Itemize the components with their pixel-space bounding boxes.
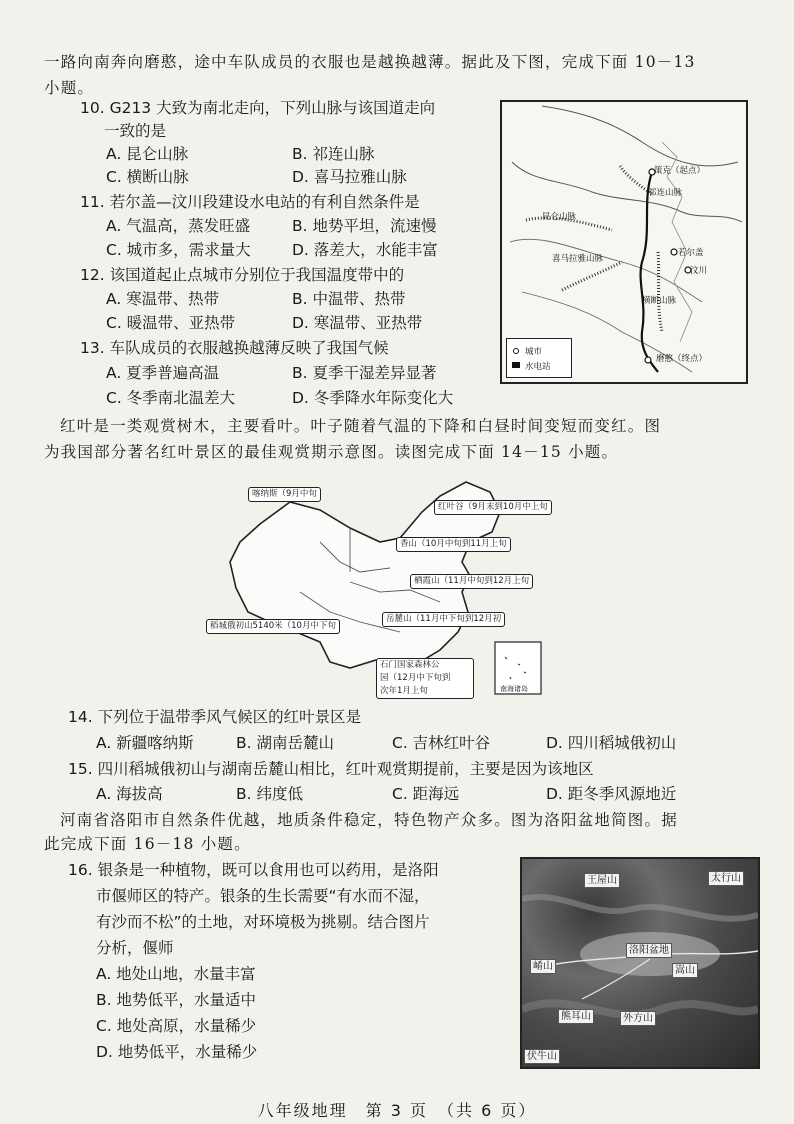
q11-option-a: A. 气温高，蒸发旺盛 [106,217,251,235]
shimen-line-2: 园（12月中下旬到 [380,673,451,683]
intro2-line-1: 红叶是一类观赏树木，主要看叶。叶子随着气温的下降和白昼时间变短而变红。图 [60,417,662,435]
q12-option-d: D. 寒温带、亚热带 [292,314,423,332]
q11-option-b: B. 地势平坦，流速慢 [292,217,437,235]
taihang-label: 太行山 [708,871,744,886]
q16-stem-3: 有沙而不松”的土地，对环境极为挑剔。结合图片 [96,913,430,931]
intro-line-1: 一路向南奔向磨憨，途中车队成员的衣服也是越换越薄。据此及下图，完成下面 10－13 [44,53,696,71]
q16-option-a: A. 地处山地，水量丰富 [96,965,256,983]
q14-option-c: C. 吉林红叶谷 [392,734,491,752]
q14-option-b: B. 湖南岳麓山 [236,734,334,752]
q11-option-d: D. 落差大，水能丰富 [292,241,438,259]
shimen-line-3: 次年1月上旬 [380,686,428,696]
q15-option-c: C. 距海远 [392,785,460,803]
q16-option-c: C. 地处高原，水量稀少 [96,1017,257,1035]
intro2-line-2: 为我国部分著名红叶景区的最佳观赏期示意图。读图完成下面 14－15 小题。 [44,443,619,461]
nanhai-label: 南海诸岛 [500,685,528,693]
qixiashan-label: 栖霞山（11月中旬到12月上旬 [410,574,533,589]
red-leaf-map [200,472,560,704]
luoyang-label: 洛阳盆地 [626,943,672,958]
q10-option-d: D. 喜马拉雅山脉 [292,168,407,186]
q15-option-d: D. 距冬季风源地近 [546,785,677,803]
map1-wenchuan-label: 汶川 [690,266,708,276]
map1-start-label: 策克（起点） [654,166,706,176]
q15-option-b: B. 纬度低 [236,785,303,803]
q13-option-c: C. 冬季南北温差大 [106,389,236,407]
map1-legend [506,338,572,378]
map1-hengduan-label: 横断山脉 [642,296,677,306]
q13-option-a: A. 夏季普遍高温 [106,364,220,382]
q12-option-b: B. 中温带、热带 [292,290,406,308]
intro3-line-1: 河南省洛阳市自然条件优越，地质条件稳定，特色物产众多。图为洛阳盆地简图。据 [60,811,678,829]
route-map [500,100,748,384]
q16-option-b: B. 地势低平，水量适中 [96,991,256,1009]
daocheng-label: 稻城俄初山5140米（10月中下旬 [206,619,340,634]
luoyang-basin-map [520,857,760,1069]
q15-option-a: A. 海拔高 [96,785,163,803]
q10-option-b: B. 祁连山脉 [292,145,375,163]
q10-option-c: C. 横断山脉 [106,168,189,186]
map1-qilian-label: 祁连山脉 [648,188,683,198]
q12-stem: 12. 该国道起止点城市分别位于我国温度带中的 [80,266,405,284]
q14-option-a: A. 新疆喀纳斯 [96,734,194,752]
funiu-label: 伏牛山 [524,1049,560,1064]
intro3-line-2: 此完成下面 16－18 小题。 [44,835,251,853]
map1-legend-station: 水电站 [525,362,551,372]
q16-stem-2: 市偃师区的特产。银条的生长需要“有水而不湿， [96,887,430,905]
q11-option-c: C. 城市多，需求量大 [106,241,251,259]
song-label: 嵩山 [672,963,698,978]
q13-stem: 13. 车队成员的衣服越换越薄反映了我国气候 [80,339,389,357]
q10-stem-2: 一致的是 [104,122,167,140]
q16-option-d: D. 地势低平，水量稀少 [96,1043,258,1061]
shimen-line-1: 石门国家森林公 [380,660,440,670]
q12-option-a: A. 寒温带、热带 [106,290,220,308]
q10-stem: 10. G213 大致为南北走向，下列山脉与该国道走向 [80,99,436,117]
q14-stem: 14. 下列位于温带季风气候区的红叶景区是 [68,708,362,726]
hongyegu-label: 红叶谷（9月末到10月中上旬 [434,500,552,515]
page-footer: 八年级地理 第 3 页 （共 6 页） [257,1101,537,1120]
q13-option-b: B. 夏季干湿差异显著 [292,364,437,382]
q11-stem: 11. 若尔盖—汶川段建设水电站的有利自然条件是 [80,193,420,211]
intro-line-2: 小题。 [44,79,95,97]
xiao-label: 崤山 [530,959,556,974]
map1-end-label: 磨憨（终点） [656,354,708,364]
yuelushan-label: 岳麓山（11月中下旬到12月初 [382,612,505,627]
waifang-label: 外方山 [620,1011,656,1026]
relief-texture [522,859,758,1067]
xiong-label: 熊耳山 [558,1009,594,1024]
q13-option-d: D. 冬季降水年际变化大 [292,389,454,407]
kanas-label: 喀纳斯（9月中旬 [248,487,321,502]
map1-legend-city: 城市 [525,347,543,357]
map1-ruoergai-label: 若尔盖 [678,248,704,258]
q10-option-a: A. 昆仑山脉 [106,145,189,163]
q16-stem-4: 分析，偃师 [96,939,174,957]
shimen-label [376,658,474,699]
q15-stem: 15. 四川稻城俄初山与湖南岳麓山相比，红叶观赏期提前，主要是因为该地区 [68,760,594,778]
q12-option-c: C. 暖温带、亚热带 [106,314,236,332]
map1-kunlun-label: 昆仑山脉 [542,212,577,222]
xiangshan-label: 香山（10月中旬到11月上旬 [396,537,511,552]
q14-option-d: D. 四川稻城俄初山 [546,734,677,752]
map1-himalaya-label: 喜马拉雅山脉 [552,254,604,264]
wangwu-label: 王屋山 [584,873,620,888]
q16-stem-1: 16. 银条是一种植物，既可以食用也可以药用，是洛阳 [68,861,439,879]
